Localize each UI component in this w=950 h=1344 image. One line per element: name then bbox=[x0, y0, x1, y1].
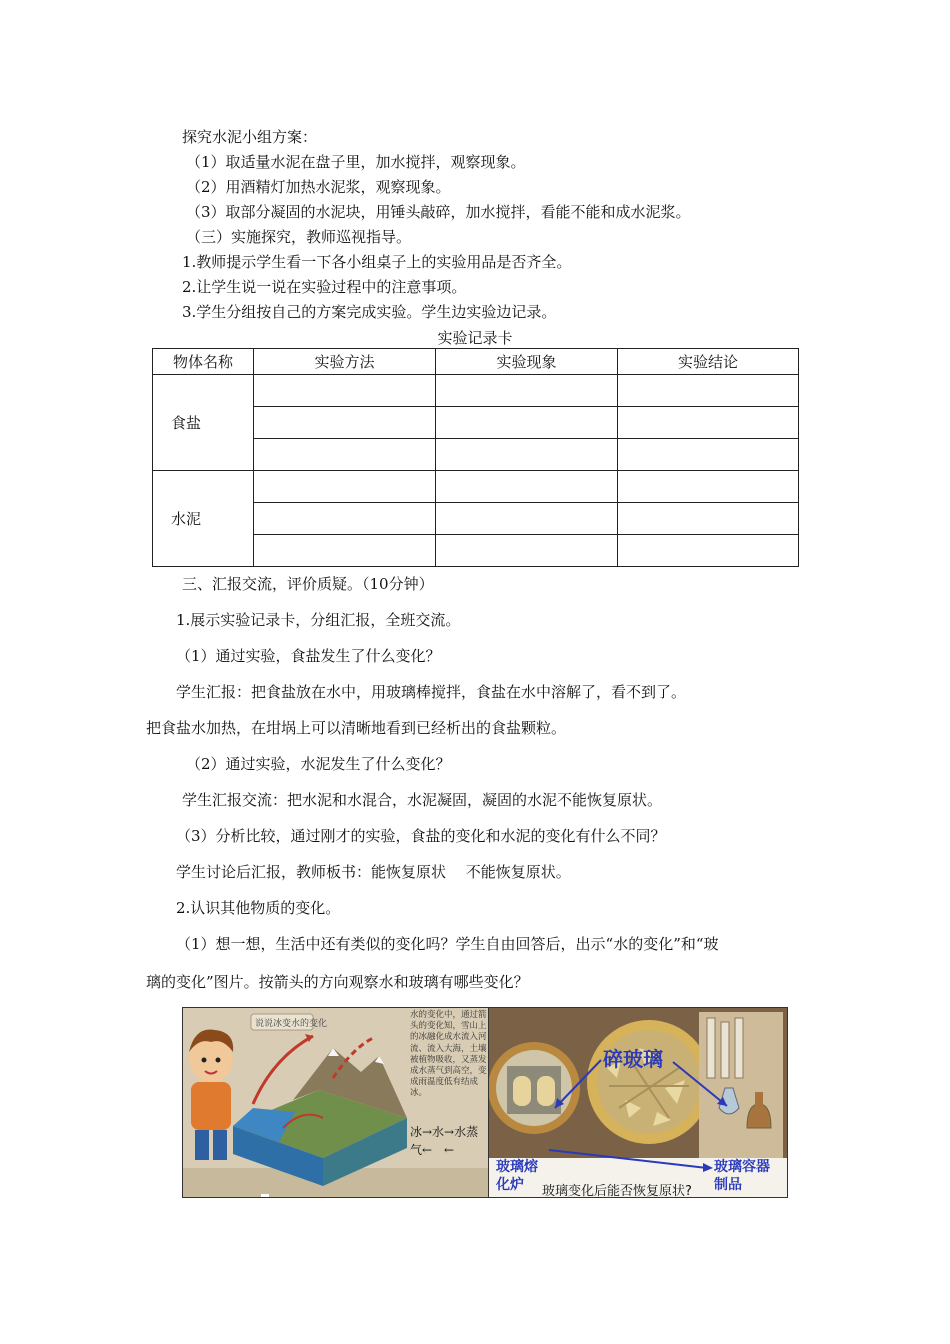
label-broken-glass: 碎玻璃 bbox=[603, 1047, 663, 1071]
label-glass-furnace: 玻璃熔化炉 bbox=[496, 1159, 538, 1193]
header-object: 物体名称 bbox=[153, 349, 254, 375]
table-row bbox=[153, 375, 799, 407]
table-cell bbox=[254, 535, 436, 567]
table-cell bbox=[254, 375, 436, 407]
table-cell bbox=[436, 407, 618, 439]
object-cement: 水泥 bbox=[153, 471, 254, 567]
water-change-text: 水的变化中，通过箭头的变化知，雪山上的冰融化成水流入河流、流入大海，土壤被植物吸收，又蒸发成水蒸气到高空，变成雨温度低有结成冰。 bbox=[410, 1010, 487, 1099]
table-cell bbox=[618, 535, 799, 567]
plan-step-2: （2）用酒精灯加热水泥浆，观察现象。 bbox=[186, 178, 451, 196]
question-think-line1: （1）想一想，生活中还有类似的变化吗？学生自由回答后，出示“水的变化”和“玻 bbox=[176, 935, 719, 953]
question-salt: （1）通过实验，食盐发生了什么变化？ bbox=[176, 647, 441, 665]
plan-step-1: （1）取适量水泥在盘子里，加水搅拌，观察现象。 bbox=[186, 153, 526, 171]
report-item-1: 1.展示实验记录卡，分组汇报，全班交流。 bbox=[176, 611, 461, 629]
label-glass-products: 玻璃容器制品 bbox=[714, 1159, 770, 1193]
glass-question: 玻璃变化后能否恢复原状? bbox=[542, 1184, 692, 1199]
table-cell bbox=[618, 407, 799, 439]
table-cell bbox=[436, 439, 618, 471]
table-cell bbox=[618, 375, 799, 407]
section-implement: （三）实施探究，教师巡视指导。 bbox=[186, 228, 412, 246]
table-cell bbox=[436, 503, 618, 535]
table-cell bbox=[618, 503, 799, 535]
answer-salt-line1: 学生汇报：把食盐放在水中，用玻璃棒搅拌，食盐在水中溶解了，看不到了。 bbox=[176, 683, 687, 701]
table-cell bbox=[436, 535, 618, 567]
implement-item-3: 3.学生分组按自己的方案完成实验。学生边实验边记录。 bbox=[182, 303, 557, 321]
table-row bbox=[153, 471, 799, 503]
table-caption: 实验记录卡 bbox=[437, 329, 513, 347]
board-writing: 学生讨论后汇报，教师板书：能恢复原状 不能恢复原状。 bbox=[176, 863, 571, 881]
section-report: 三、汇报交流，评价质疑。（10分钟） bbox=[182, 575, 434, 593]
implement-item-2: 2.让学生说一说在实验过程中的注意事项。 bbox=[182, 278, 467, 296]
question-think-line2: 璃的变化”图片。按箭头的方向观察水和玻璃有哪些变化？ bbox=[146, 973, 529, 991]
plan-heading: 探究水泥小组方案： bbox=[182, 128, 318, 146]
table-cell bbox=[254, 503, 436, 535]
header-conclusion: 实验结论 bbox=[618, 349, 799, 375]
table-cell bbox=[618, 439, 799, 471]
answer-cement: 学生汇报交流：把水泥和水混合，水泥凝固，凝固的水泥不能恢复原状。 bbox=[182, 791, 663, 809]
table-cell bbox=[436, 375, 618, 407]
water-equation-bottom: 气← ← bbox=[410, 1143, 455, 1157]
water-banner: 说说冰变水的变化 bbox=[255, 1019, 328, 1029]
answer-salt-line2: 把食盐水加热，在坩埚上可以清晰地看到已经析出的食盐颗粒。 bbox=[146, 719, 567, 737]
table-cell bbox=[254, 407, 436, 439]
water-equation-top: 冰→水→水蒸 bbox=[410, 1125, 479, 1139]
table-header-row bbox=[153, 349, 799, 375]
implement-item-1: 1.教师提示学生看一下各小组桌子上的实验用品是否齐全。 bbox=[182, 253, 572, 271]
object-salt: 食盐 bbox=[153, 375, 254, 471]
table-cell bbox=[618, 471, 799, 503]
record-table bbox=[152, 348, 799, 567]
table-cell bbox=[254, 439, 436, 471]
plan-step-3: （3）取部分凝固的水泥块，用锤头敲碎，加水搅拌，看能不能和成水泥浆。 bbox=[186, 203, 691, 221]
question-cement: （2）通过实验，水泥发生了什么变化？ bbox=[186, 755, 451, 773]
report-item-2: 2.认识其他物质的变化。 bbox=[176, 899, 341, 917]
header-phenomenon: 实验现象 bbox=[436, 349, 618, 375]
question-compare: （3）分析比较，通过刚才的实验，食盐的变化和水泥的变化有什么不同？ bbox=[176, 827, 666, 845]
header-method: 实验方法 bbox=[254, 349, 436, 375]
table-cell bbox=[436, 471, 618, 503]
table-cell bbox=[254, 471, 436, 503]
